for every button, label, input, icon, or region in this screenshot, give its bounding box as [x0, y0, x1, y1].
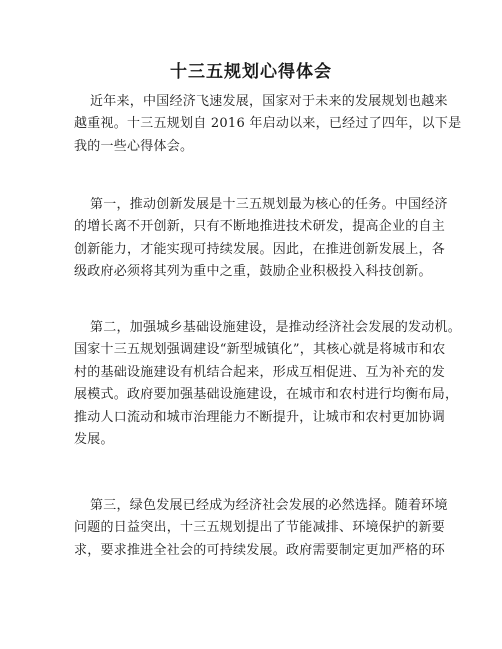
- text-line: 创新能力，才能实现可持续发展。因此，在推进创新发展上，各: [74, 241, 446, 257]
- text-line: 级政府必须将其列为重中之重，鼓励企业积极投入科技创新。: [74, 264, 432, 280]
- document-title: 十三五规划心得体会: [170, 62, 332, 82]
- paragraph-intro: [74, 91, 494, 158]
- text-line: 国家十三五规划强调建设“新型城镇化”，其核心就是将城市和农: [74, 342, 446, 358]
- text-line: 的增长离不开创新，只有不断地推进技术研发，提高企业的自主: [74, 219, 446, 235]
- text-line: 展模式。政府要加强基础设施建设，在城市和农村进行均衡布局，: [74, 387, 459, 403]
- text-line: 我的一些心得体会。: [74, 138, 194, 154]
- text-line: 求，要求推进全社会的可持续发展。政府需要制定更加严格的环: [74, 542, 446, 558]
- paragraph-first-point: [74, 194, 494, 284]
- text-line: 推动人口流动和城市治理能力不断提升，让城市和农村更加协调: [74, 409, 446, 425]
- text-line: 问题的日益突出，十三五规划提出了节能减排、环境保护的新要: [74, 520, 446, 536]
- text-line: 村的基础设施建设有机结合起来，形成互相促进、互为补充的发: [74, 364, 446, 380]
- text-line: 第一，推动创新发展是十三五规划最为核心的任务。中国经济: [90, 197, 448, 212]
- text-line: 近年来，中国经济飞速发展，国家对于未来的发展规划也越来: [90, 94, 448, 109]
- text-line: 第二，加强城乡基础设施建设，是推动经济社会发展的发动机。: [90, 320, 462, 335]
- text-line: 越重视。十三五规划自 2016 年启动以来，已经过了四年，以下是: [74, 116, 462, 132]
- paragraph-second-point: [74, 317, 494, 451]
- text-line: 第三，绿色发展已经成为经济社会发展的必然选择。随着环境: [90, 498, 448, 513]
- text-line: 发展。: [74, 431, 114, 447]
- paragraph-third-point: [74, 495, 494, 562]
